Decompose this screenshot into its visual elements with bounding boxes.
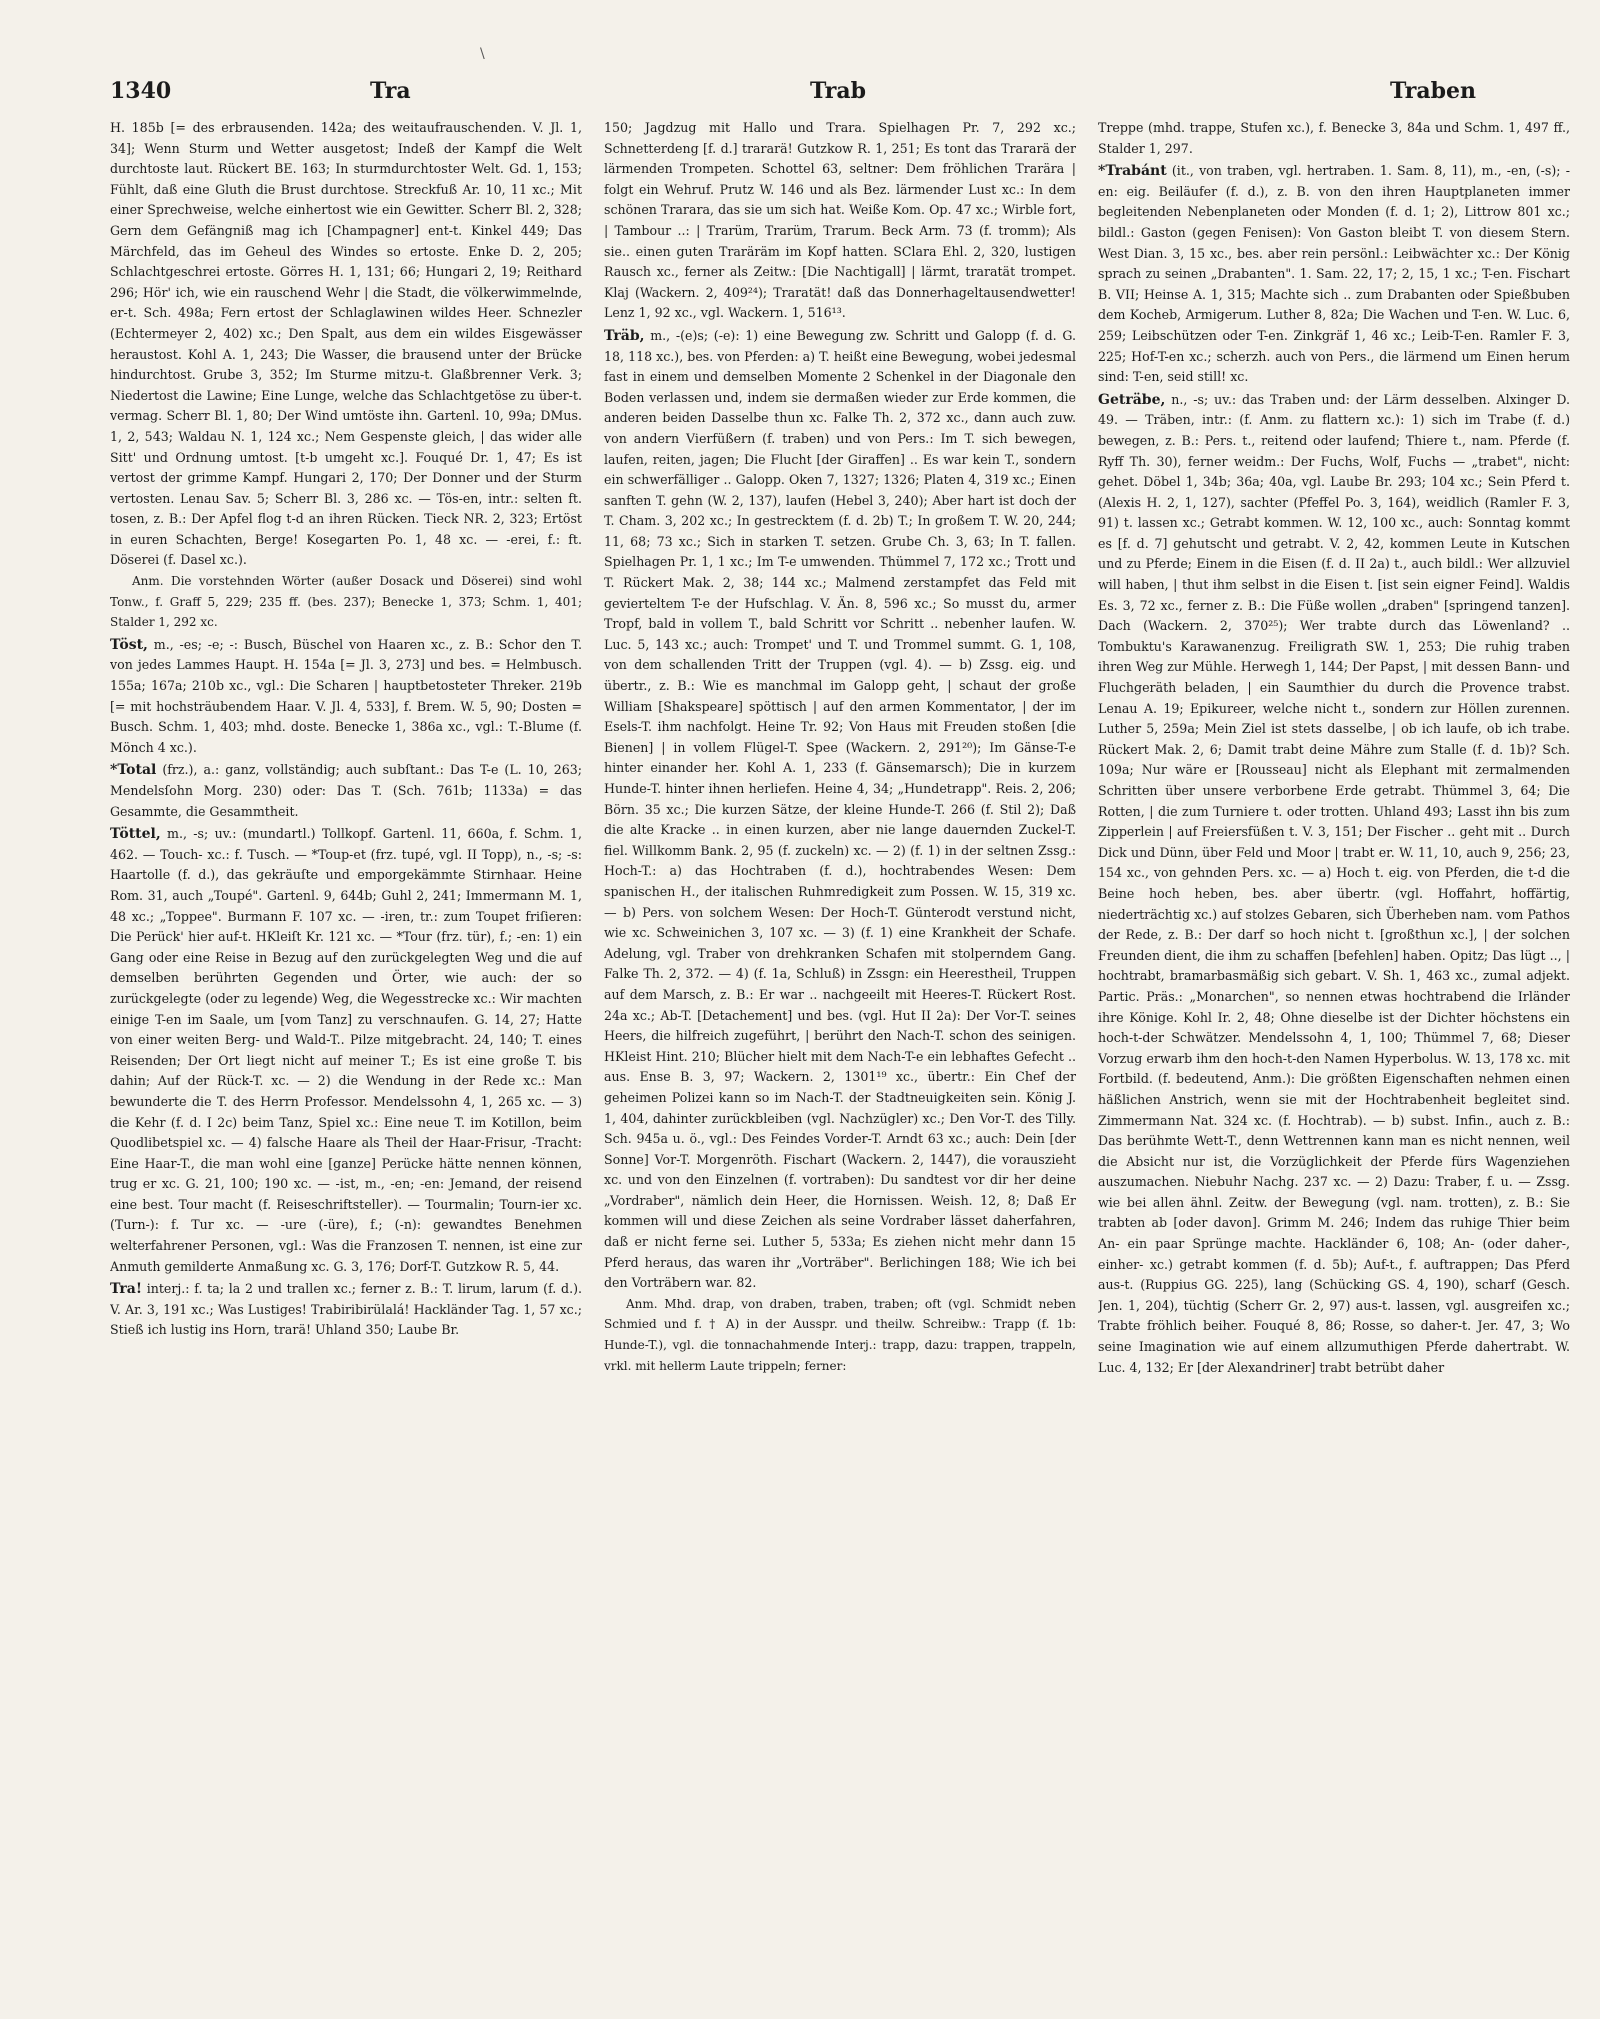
entry-text: m., -s; uv.: (mundartl.) Tollkopf. Gartenl. 11, 660a, f. Schm. 1, 462. — Touch- xc.: f. Tusch. — *Toup-et (frz. tupé, vgl. II Topp), n., -s; -s: Haartolle (f. d.), das gekräuſte und emporgekämmte Stirnhaar. Heine Rom. 31, auch „Toupé". Gartenl. 9, 644b; Guhl 2, 241; Immermann M. 1, 48 xc.; „Toppee". Burmann F. 107 xc. — -iren, tr.: zum Toupet friſieren: Die Perück' hier auf-t. HKleiſt Kr. 121 xc. — *Tour (frz. tür), f.; -en: 1) ein Gang oder eine Reise in Bezug auf den zurückgelegten Weg und die auf demselben berührten Gegenden und Örter, wie auch: der so zurückgelegte (oder zu legende) Weg, die Wegesstrecke xc.: Wir machten einige T-en im Saale, um [vom Tanz] zu verschnaufen. G. 14, 27; Hatte von einer weiten Berg- und Wald-T.. Pilze mitgebracht. 24, 140; T. eines Reisenden; Der Ort liegt nicht auf meiner T.; Es ist eine große T. bis dahin; Auf der Rück-T. xc. — 2) die Wendung in der Rede xc.: Man bewunderte die T. des Herrn Professor. Mendelssohn 4, 1, 265 xc. — 3) die Kehr (f. d. I 2c) beim Tanz, Spiel xc.: Eine neue T. im Kotillon, beim Quodlibetspiel xc. — 4) falsche Haare als Theil der Haar-Frisur, -Tracht: Eine Haar-T., die man wohl eine [ganze] Perücke hätte nennen können, trug er xc. G. 21, 100; 190 xc. — -ist, m., -en; -en: Jemand, der reisend eine best. Tour macht (f. Reiseschriftsteller). — Tourmalin; Tourn-ier xc. (Turn-): f. Tur xc. — -ure (-üre), f.; (-n): gewandtes Benehmen welterfahrener Personen, vgl.: Was die Franzosen T. nennen, ist eine zur Anmuth gemilderte Anmaßung xc. G. 3, 176; Dorf-T. Gutzkow R. 5, 44.	[110, 826, 582, 1274]
entry-text: H. 185b [= des erbrausenden. 142a; des weitaufrauschenden. V. Jl. 1, 34]; Wenn Sturm und Wetter ausgetost; Indeß der Kampf die Welt durchtoste laut. Rückert BE. 163; In sturmdurchtoster Welt. Gd. 1, 153; Fühlt, daß eine Gluth die Brust durchtose. Streckfuß Ar. 10, 11 xc.; Mit einer Sprechweise, welche einhertost wie ein Gewitter. Scherr Bl. 2, 328; Gern dem Gefängniß mag ich [Champagner] ent-t. Kinkel 449; Das Märchfeld, das im Geheul des Windes so ertoste. Enke D. 2, 205; Schlachtgeschrei ertoste. Görres H. 1, 131; 66; Hungari 2, 19; Reithard 296; Hör' ich, wie ein rauschend Wehr | die Stadt, die völkerwimmelnde, er-t. Sch. 498a; Fern ertost der Schlaglawinen wildes Heer. Schnezler (Echtermeyer 2, 402) xc.; Den Spalt, aus dem ein wildes Eisgewässer heraustost. Kohl A. 1, 243; Die Wasser, die brausend unter der Brücke hindurchtost. Grube 3, 352; Im Sturme mitzu-t. Glaßbrenner Verk. 3; Niedertost die Lawine; Eine Lunge, welche das Schlachtgetöse zu über-t. vermag. Scherr Bl. 1, 80; Der Wind umtöste ihn. Gartenl. 10, 99a; DMus. 1, 2, 543; Waldau N. 1, 124 xc.; Nem Gespenste gleich, | das wider alle Sitt' und Ordnung umtost. [t-b umgeht xc.]. Fouqué Dr. 1, 47; Es ist vertost der grimme Kampf. Hungari 2, 170; Der Donner und der Sturm vertosten. Lenau Sav. 5; Scherr Bl. 3, 286 xc. — Tös-en, intr.: selten ft. tosen, z. B.: Der Apfel flog t-d an ihren Rücken. Tieck NR. 2, 323; Ertöst in euren Schachten, Berge! Kosegarten Po. 1, 48 xc. — -erei, f.: ft. Döserei (f. Dasel xc.).	[110, 120, 582, 568]
entry-text: (it., von traben, vgl. hertraben. 1. Sam. 8, 11), m., -en, (-s); -en: eig. Beiläufer (f. d.), z. B. von den ihren Hauptplaneten immer begleitenden Nebenplaneten oder Monden (f. d. 1; 2), Littrow 801 xc.; bildl.: Gaston (gegen Fenisen): Von Gaston bleibt T. von diesem Stern. West Dian. 3, 15 xc., bes. aber rein persönl.: Leibwächter xc.: Der König sprach zu seinen „Drabanten". 1. Sam. 22, 17; 2, 15, 1 xc.; T-en. Fischart B. VII; Heinse A. 1, 315; Machte sich .. zum Drabanten oder Spießbuben dem Kocheb, Armigerum. Luther 8, 82a; Die Wachen und T-en. W. Luc. 6, 259; Leibschützen oder T-en. Zinkgräf 1, 46 xc.; Leib-T-en. Ramler F. 3, 225; Hof-T-en xc.; scherzh. auch von Pers., die lärmend um Einen herum sind: T-en, seid still! xc.	[1098, 163, 1570, 385]
entry-text: m., -(e)s; (-e): 1) eine Bewegung zw. Schritt und Galopp (f. d. G. 18, 118 xc.), bes. von Pferden: a) T. heißt eine Bewegung, wobei jedesmal fast in einem und demselben Momente 2 Schenkel in der Diagonale den Boden verlassen und, indem sie dermaßen wieder zur Erde kommen, die anderen beiden Dasselbe thun xc. Falke Th. 2, 372 xc., dann auch zuw. von andern Vierfüßern (f. traben) und von Pers.: Im T. sich bewegen, laufen, reiten, jagen; Die Flucht [der Giraffen] .. Es war kein T., sondern ein schwerfälliger .. Galopp. Oken 7, 1327; 1326; Platen 4, 319 xc.; Einen sanften T. gehn (W. 2, 137), laufen (Hebel 3, 240); Aber hart ist doch der T. Cham. 3, 202 xc.; In gestrecktem (f. d. 2b) T.; In großem T. W. 20, 244; 11, 68; 73 xc.; Sich in starken T. setzen. Grube Ch. 3, 63; In T. fallen. Spielhagen Pr. 1, 1 xc.; Im T-e umwenden. Thümmel 7, 172 xc.; Trott und T. Rückert Mak. 2, 38; 144 xc.; Malmend zerstampfet das Feld mit gevierteltem T-e der Hufschlag. V. Än. 8, 596 xc.; So musst du, armer Tropf, bald in vollem T., bald Schritt vor Schritt .. nebenher laufen. W. Luc. 5, 143 xc.; auch: Trompet' und T. und Trommel summt. G. 1, 108, von dem schallenden Tritt der Truppen (vgl. 4). — b) Zssg. eig. und übertr., z. B.: Wie es manchmal im Galopp geht, | schaut der große William [Shakspeare] spöttisch | auf den armen Kommentator, | der im Esels-T. ihm nachfolgt. Heine Tr. 92; Von Haus mit Freuden stoßen [die Bienen] | in vollem Flügel-T. Spee (Wackern. 2, 291²⁰); Im Gänse-T-e hinter einander her. Kohl A. 1, 233 (f. Gänsemarsch); Die in kurzem Hunde-T. hinter ihnen herliefen. Heine 4, 34; „Hundetrapp". Reis. 2, 206; Börn. 35 xc.; Die kurzen Sätze, der kleine Hunde-T. 266 (f. Stil 2); Daß die alte Kracke .. in einen kurzen, aber nie lange dauernden Zuckel-T. fiel. Willkomm Bank. 2, 95 (f. zuckeln) xc. — 2) (f. 1) in der seltnen Zssg.: Hoch-T.: a) das Hochtraben (f. d.), hochtrabendes Wesen: Dem spanischen H., der italischen Ruhmredigkeit zum Possen. W. 15, 319 xc. — b) Pers. von solchem Wesen: Der Hoch-T. Günterodt verstund nicht, wie xc. Schweinichen 3, 107 xc. — 3) (f. 1) eine Krankheit der Schafe. Adelung, vgl. Traber von drehkranken Schafen mit stolperndem Gang. Falke Th. 2, 372. — 4) (f. 1a, Schluß) in Zssgn: ein Heerestheil, Truppen auf dem Marsch, z. B.: Er war .. nachgeeilt mit Heeres-T. Rückert Rost. 24a xc.; Ab-T. [Detachement] und bes. (vgl. Hut II 2a): Der Vor-T. seines Heers, die hilfreich zugeführt, | berührt den Nach-T. schon des seinigen. HKleist Hint. 210; Blücher hielt mit dem Nach-T-e ein lebhaftes Gefecht .. aus. Ense B. 3, 97; Wackern. 2, 1301¹⁹ xc., übertr.: Ein Chef der geheimen Polizei kann so im Nach-T. der Stadtneuigkeiten sein. König J. 1, 404, dahinter zurückbleiben (vgl. Nachzügler) xc.; Den Vor-T. des Tilly. Sch. 945a u. ö., vgl.: Des Feindes Vorder-T. Arndt 63 xc.; auch: Dein [der Sonne] Vor-T. Morgenröth. Fischart (Wackern. 2, 1447), die vorauszieht xc. und von den Einzelnen (f. vortraben): Du sandtest vor dir her deine „Vordraber", nämlich dein Heer, die Hornissen. Weish. 12, 8; Daß Er kommen will und diese Zeichen als seine Vordraber lässet daherfahren, daß er nicht ferne sei. Luther 5, 533a; Es ziehen nicht mehr dann 15 Pferd heraus, das waren ihr „Vorträber". Berlichingen 188; Wie ich bei den Vorträbern war. 82.	[604, 327, 1076, 1291]
left-catchword: Tra	[370, 78, 411, 104]
dictionary-entry	[604, 326, 1076, 1294]
entry-text: interj.: f. ta; la 2 und trallen xc.; ferner z. B.: T. lirum, larum (f. d.). V. Ar. 3, 191 xc.; Was Lustiges! Trabiribirülalá! Hackländer Tag. 1, 57 xc.; Stieß ich lustig ins Horn, trarä! Uhland 350; Laube Br.	[110, 1281, 582, 1338]
dictionary-entry	[1098, 390, 1570, 1379]
entry-text: Anm. Die vorstehnden Wörter (außer Dosack und Döserei) sind wohl Tonw., f. Graff 5, 229; 235 ff. (bes. 237); Benecke 1, 373; Schm. 1, 401; Stalder 1, 292 xc.	[110, 574, 582, 630]
center-catchword: Trab	[810, 78, 866, 104]
column-right	[1098, 118, 1570, 2008]
page-header	[110, 78, 1570, 112]
dictionary-entry	[110, 824, 582, 1277]
annotation-note	[110, 571, 582, 633]
entry-continuation	[110, 118, 582, 571]
entry-text: m., -es; -e; -: Busch, Büschel von Haaren xc., z. B.: Schor den T. von jedes Lammes Haupt. H. 154a [= Jl. 3, 273] und bes. = Helmbusch. 155a; 167a; 210b xc., vgl.: Die Scharen | hauptbetosteter Threker. 219b [= mit hochsträubendem Haar. V. Jl. 4, 533], f. Brem. W. 5, 90; Dosten = Busch. Schm. 1, 403; mhd. doste. Benecke 1, 386a xc., vgl.: T.-Blume (f. Mönch 4 xc.).	[110, 636, 582, 755]
column-middle	[604, 118, 1076, 2008]
right-catchword: Traben	[1390, 78, 1476, 104]
dictionary-entry	[110, 635, 582, 759]
annotation-note	[604, 1294, 1076, 1376]
entry-headword: *Trabánt	[1098, 163, 1167, 180]
entry-text: n., -s; uv.: das Traben und: der Lärm desselben. Alxinger D. 49. — Träben, intr.: (f. Anm. zu flattern xc.): 1) sich im Trabe (f. d.) bewegen, z. B.: Pers. t., reitend oder laufend; Thiere t., nam. Pferde (f. Ryff Th. 30), ferner weidm.: Der Fuchs, Wolf, Fuchs — „trabet", nicht: gehet. Döbel 1, 34b; 36a; 40a, vgl. Laube Br. 293; 104 xc.; Sein Pferd t. (Alexis H. 2, 1, 127), sachter (Pfeffel Po. 3, 164), weidlich (Ramler F. 3, 91) t. lassen xc.; Getrabt kommen. W. 12, 100 xc., auch: Sonntag kommt es [f. d. 7] gehutscht und getrabt. V. 2, 42, kommen Leute in Kutschen und zu Pferde; Einem in die Eisen (f. d. II 2a) t., auch bildl.: Wer allzuviel will haben, | thut ihm selbst in die Eisen t. [ist sein eigner Feind]. Waldis Es. 3, 72 xc., ferner z. B.: Die Füße wollen „draben" [springend tanzen]. Dach (Wackern. 2, 370²⁵); Wer trabte durch das Löwenland? .. Tombuktu's Karawanenzug. Freiligrath SW. 1, 253; Die ruhig traben ihren Weg zur Mühle. Herwegh 1, 144; Der Papst, | mit dessen Bann- und Fluchgeräth beladen, | ein Saumthier du durch die Provence trabst. Lenau A. 19; Epikureer, welche nicht t., sondern zur Höllen zurennen. Luther 5, 259a; Mein Ziel ist stets dasselbe, | ob ich laufe, ob ich trabe. Rückert Mak. 2, 6; Damit trabt deine Mähre zum Stalle (f. d. 1b)? Sch. 109a; Nur wäre er [Rousseau] nicht als Elephant mit zermalmenden Schritten über unsere verborbene Erde getrabt. Thümmel 3, 64; Die Rotten, | die zum Turniere t. oder trotten. Uhland 493; Lasst ihn bis zum Zipperlein | auf Freiersfüßen t. V. 3, 151; Der Fischer .. geht mit .. Durch Dick und Dünn, über Feld und Moor | trabt er. W. 11, 10, auch 9, 256; 23, 154 xc., von gehnden Pers. xc. — a) Hoch t. eig. von Pferden, die t-d die Beine hoch heben, bes. aber übertr. (vgl. Hoffahrt, hoffärtig, niederträchtig xc.) auf stolzes Gebaren, sich Überheben nam. vom Pathos der Rede, z. B.: Der darf so hoch nicht t. [großthun xc.], | der solchen Freunden dient, die ihm zu schaffen [befehlen] haben. Opitz; Das lügt .., | hochtrabt, bramarbasmäßig sich gebart. V. Sh. 1, 463 xc., zumal adjekt. Partic. Präs.: „Monarchen", so nennen etwas hochtrabend die Irländer ihre Könige. Kohl Ir. 2, 48; Ohne dieselbe ist der Dichter höchstens ein hoch-t-der Schwätzer. Mendelssohn 4, 1, 100; Thümmel 7, 68; Dieser Vorzug erwarb ihm den hoch-t-den Namen Hyperbolus. W. 13, 178 xc. mit Fortbild. (f. bedeutend, Anm.): Die größten Eigenschaften nehmen einen häßlichen Anstrich, wenn sie mit der Hochtrabenheit begleitet sind. Zimmermann Nat. 324 xc. (f. Hochtrab). — b) subst. Infin., auch z. B.: Das berühmte Wett-T., denn Wettrennen kann man es nicht nennen, weil die Absicht nur ist, die Vorzüglichkeit der Pferde fürs Wagenziehen auszumachen. Niebuhr Nachg. 237 xc. — 2) Dazu: Traber, f. u. — Zssg. wie bei allen ähnl. Zeitw. der Bewegung (vgl. nam. trotten), z. B.: Sie trabten ab [oder davon]. Grimm M. 246; Indem das ruhige Thier beim An- ein paar Sprünge machte. Hackländer 6, 108; An- (oder daher-, einher- xc.) getrabt kommen (f. d. 5b); Auf-t., f. auftrappen; Das Pferd aus-t. (Ruppius GG. 225), lang (Schücking GS. 4, 190), scharf (Gesch. Jen. 1, 204), tüchtig (Scherr Gr. 2, 97) aus-t. lassen, vgl. ausgreifen xc.; Trabte fröhlich beiher. Fouqué 8, 86; Rosse, so daher-t. Jer. 47, 3; Wo seine Imagination wie auf einem allzumuthigen Pferde dahertrabt. W. Luc. 4, 132; Er [der Alexandriner] trabt betrübt daher	[1098, 391, 1570, 1375]
page-number: 1340	[110, 78, 172, 104]
entry-headword: Töttel,	[110, 826, 161, 843]
entry-continuation	[1098, 118, 1570, 159]
entry-headword: Töst,	[110, 636, 148, 653]
entry-text: Anm. Mhd. drap, von draben, traben, traben; oft (vgl. Schmidt neben Schmied und f. † A) in der Ausspr. und theilw. Schreibw.: Trapp (f. 1b: Hunde-T.), vgl. die tonnachahmende Interj.: trapp, dazu: trappen, trappeln, vrkl. mit hellerm Laute trippeln; ferner:	[604, 1296, 1076, 1373]
column-left	[110, 118, 582, 2008]
entry-text: (frz.), a.: ganz, vollständig; auch subſtant.: Das T-e (L. 10, 263; Mendelsſohn Morg. 230) oder: Das T. (Sch. 761b; 1133a) = das Gesammte, die Gesammtheit.	[110, 762, 582, 819]
entry-headword: Geträbe,	[1098, 391, 1166, 408]
dictionary-entry	[1098, 161, 1570, 388]
entry-headword: Träb,	[604, 327, 645, 344]
entry-text: Treppe (mhd. trappe, Stufen xc.), f. Benecke 3, 84a und Schm. 1, 497 ff., Stalder 1, 297.	[1098, 120, 1570, 156]
dictionary-entry	[110, 760, 582, 822]
entry-text: 150; Jagdzug mit Hallo und Trara. Spielhagen Pr. 7, 292 xc.; Schnetterdeng [f. d.] trararä! Gutzkow R. 1, 251; Es tont das Trararä der lärmenden Trompeten. Schottel 63, seltner: Dem fröhlichen Trarära | folgt ein Wehruf. Prutz W. 146 und als Bez. lärmender Lust xc.: In dem schönen Trarara, das sie um sich hat. Weiße Kom. Op. 47 xc.; Wirble fort, | Tambour ..: | Trarüm, Trarüm, Trarum. Beck Arm. 73 (f. tromm); Als sie.. einen guten Traräräm im Kopf hatten. SClara Ehl. 2, 320, lustigen Rausch xc., ferner als Zeitw.: [Die Nachtigall] | lärmt, traratät trompet. Klaj (Wackern. 2, 409²⁴); Traratät! daß das Donnerhageltausendwetter! Lenz 1, 92 xc., vgl. Wackern. 1, 516¹³.	[604, 120, 1076, 321]
scan-mark: \	[480, 46, 485, 62]
dictionary-columns	[110, 118, 1570, 2008]
dictionary-entry	[110, 1279, 582, 1341]
entry-headword: *Total	[110, 762, 157, 779]
entry-continuation	[604, 118, 1076, 324]
entry-headword: Tra!	[110, 1281, 142, 1298]
